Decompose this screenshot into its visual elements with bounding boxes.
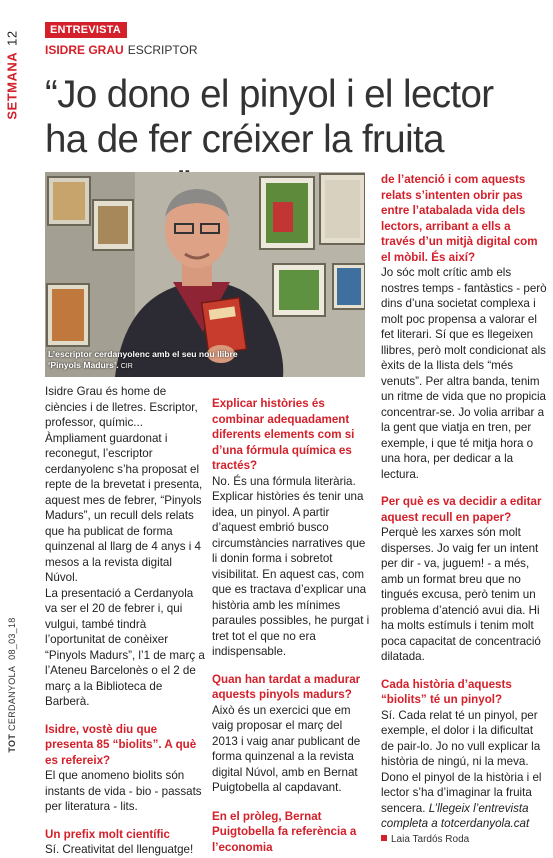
portrait-photo xyxy=(45,172,365,377)
answer xyxy=(381,708,547,832)
answer: Perquè les xarxes són molt disperses. Jo vaig fer un intent per dir - va, juguem! - a més, amb un format breu que no tingués excusa, però tenim un problema d’atenció avui dia. Hi ha molts estímuls i tenim molt poca capacitat de concentració dilatada. xyxy=(381,526,541,663)
answer-text: Sí. Cada relat té un pinyol, per exemple, el dolor i la dificultat de pair-lo. Jo no vull explicar la història de ningú, ni la meva. Dono el pinyol de la història i el lector s’ha d’imaginar la fruita sencera. xyxy=(381,708,542,815)
read-more-note: L’llegeix l’entrevista completa a totcerdanyola.cat xyxy=(381,801,530,830)
author-name: Laia Tardós Roda xyxy=(391,833,470,845)
answer: El que anomeno biolits són instants de vida - bio - passats per literatura - lits. xyxy=(45,769,202,813)
answer: Jo sóc molt crític amb els nostres temps - fantàstics - però dins d’una societat complexa i molt poc propensa a valorar el fet literari. Sí que es llegeixen llibres, però molt condicionat als èxits de la llista dels “més venuts”. Per altra banda, tenim un ritme de vida que no propicia concentrar-se. Jo volia arribar a la gent que viatja en tren, per exemple, i que té mitja hora o una hora, per dedicar a la lectura. xyxy=(381,266,547,481)
answer: Això és un exercici que em vaig proposar el març del 2013 i vaig anar publicant de forma quinzenal a la revista digital Núvol, amb en Bernat Puigtobella al capdavant. xyxy=(212,703,361,794)
byline xyxy=(45,43,197,57)
headline: “Jo dono el pinyol i el lector ha de fer créixer la fruita xyxy=(45,73,494,161)
paragraph: La presentació a Cerdanyola va ser el 20 de febrer i, qui vulgui, també tindrà l’oportunitat de conèixer “Pinyols Madurs”, l’1 de març a l’Ateneu Barcelonès o el 2 de març a la Biblioteca de Barberà. xyxy=(45,586,205,708)
answer: No. És una fórmula literària. Explicar històries és tenir una idea, un pinyol. A partir d’aquest embrió busco circumstàncies narratives que li donin forma i sobretot visibilitat. En aquest cas, com que es tractava d’explicar una història amb les mínimes paraules possibles, he purgat i tret tot el que no era indispensable. xyxy=(212,474,370,658)
question: Quan han tardat a madurar aquests pinyols madurs? xyxy=(212,672,361,701)
answer: Sí. Creativitat del llenguatge! xyxy=(45,843,194,856)
photo-credit: CIR xyxy=(120,363,133,370)
question: Cada història d’aquests “biolits” té un pinyol? xyxy=(381,677,512,706)
square-bullet-icon xyxy=(381,835,387,841)
interviewee-name: ISIDRE GRAU xyxy=(45,43,124,57)
city: CERDANYOLA xyxy=(7,665,17,731)
question: En el pròleg, Bernat Puigtobella fa referència a l’economia xyxy=(212,809,357,854)
section-label xyxy=(4,20,20,130)
issue-date: 08_03_18 xyxy=(7,617,17,660)
question: Un prefix molt científic xyxy=(45,827,170,841)
footer-label xyxy=(4,600,20,770)
column-1 xyxy=(45,384,205,858)
question: Explicar històries és combinar adequadament diferents elements com si d’una fórmula química es tractés? xyxy=(212,397,355,472)
question: de l’atenció i com aquests relats s’intenten obrir pas entre l’atabalada vida dels lectors, arribant a ells a través d’un mitjà digital com el mòbil. És així? xyxy=(381,173,538,264)
caption-text: L’escriptor cerdanyolenc amb el seu nou llibre ‘Pinyols Madurs’. xyxy=(48,349,238,370)
column-2 xyxy=(212,396,370,855)
intro-paragraph: Isidre Grau és home de ciències i de lletres. Escriptor, professor, químic... Àmpliament guardonat i reconegut, l’escriptor cerdanyolenc s’ha proposat el repte de la brevetat i presenta, aquest mes de febrer, “Pinyols Madurs”, un recull dels relats que ha publicat de forma quinzenal al llarg de 4 anys i 4 mesos a la revista digital Núvol. xyxy=(45,385,203,584)
author-credit xyxy=(381,832,547,848)
section-name: SETMANA xyxy=(4,51,20,120)
photo-caption xyxy=(48,349,238,372)
page-number: 12 xyxy=(4,30,20,46)
interviewee-role: ESCRIPTOR xyxy=(127,43,198,57)
brand: TOT xyxy=(7,733,17,753)
question: Isidre, vostè diu que presenta 85 “biolits”. A què es refereix? xyxy=(45,722,197,767)
column-3 xyxy=(381,172,547,847)
question: Per què es va decidir a editar aquest recull en paper? xyxy=(381,495,542,524)
photo-illustration xyxy=(45,172,365,377)
section-tag: ENTREVISTA xyxy=(45,22,127,38)
